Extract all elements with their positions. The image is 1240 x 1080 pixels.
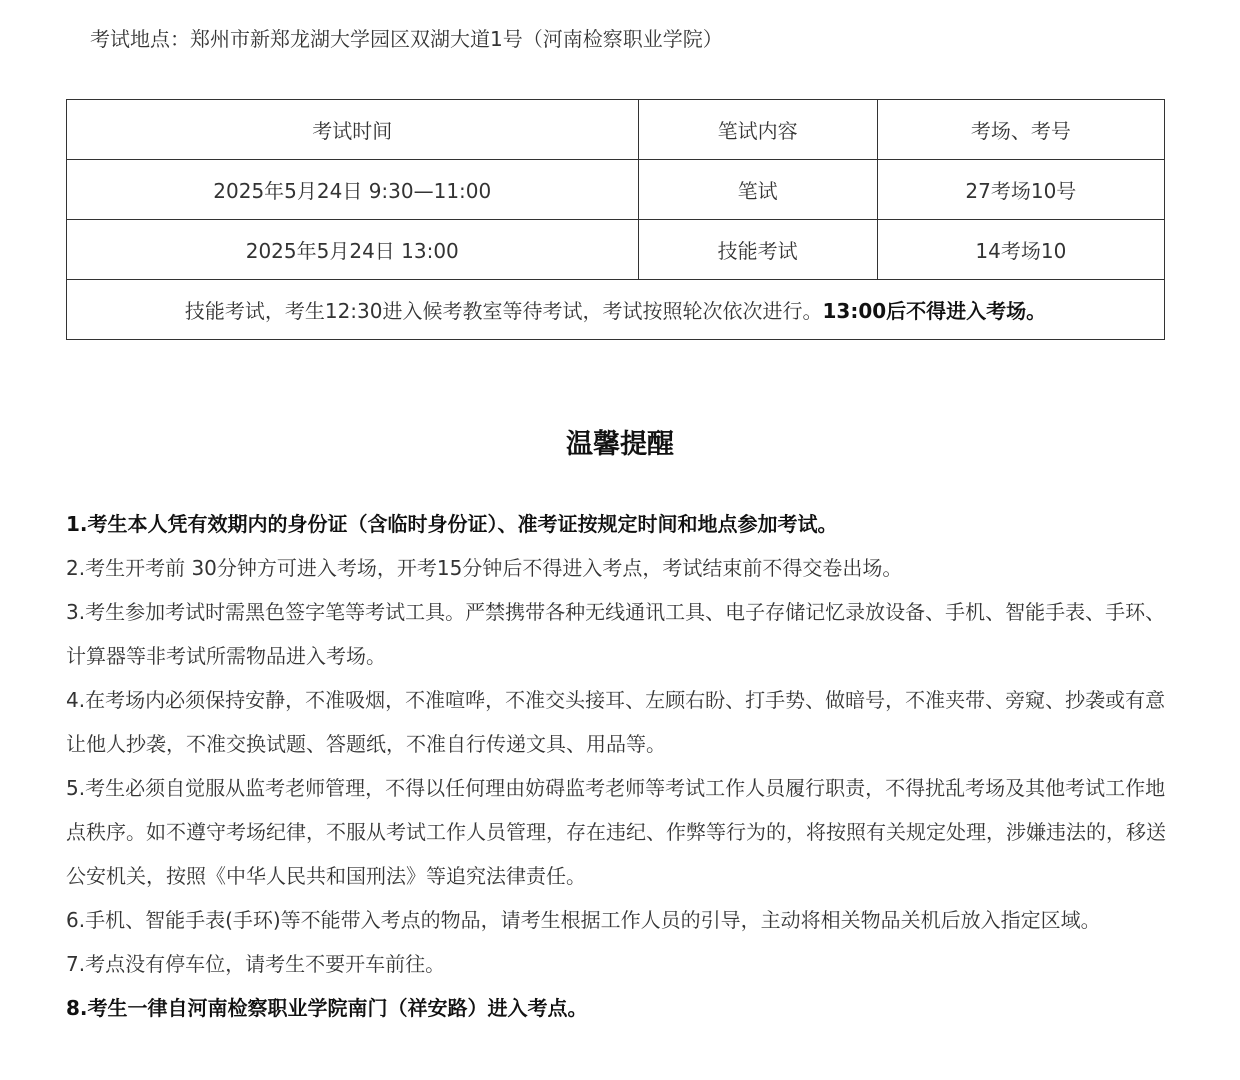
reminder-item: 8.考生一律自河南检察职业学院南门（祥安路）进入考点。 (66, 996, 588, 1020)
header-room-number: 考场、考号 (877, 100, 1164, 160)
reminder-item: 7.考点没有停车位，请考生不要开车前往。 (66, 952, 446, 976)
table-header-row (67, 100, 1165, 160)
reminder-item: 1.考生本人凭有效期内的身份证（含临时身份证）、准考证按规定时间和地点参加考试。 (66, 512, 838, 536)
reminder-list (66, 502, 1166, 1030)
header-exam-time: 考试时间 (67, 100, 639, 160)
reminder-item: 2.考生开考前 30分钟方可进入考场，开考15分钟后不得进入考点，考试结束前不得交卷出场。 (66, 556, 903, 580)
cell-exam-time: 2025年5月24日 9:30—11:00 (67, 160, 639, 220)
cell-room-number: 27考场10号 (877, 160, 1164, 220)
cell-room-number: 14考场10 (877, 220, 1164, 280)
cell-exam-content: 笔试 (638, 160, 877, 220)
table-note (67, 280, 1165, 340)
reminder-item: 6.手机、智能手表(手环)等不能带入考点的物品，请考生根据工作人员的引导，主动将相关物品关机后放入指定区域。 (66, 908, 1101, 932)
reminder-item: 4.在考场内必须保持安静，不准吸烟，不准喧哗，不准交头接耳、左顾右盼、打手势、做暗号，不准夹带、旁窥、抄袭或有意让他人抄袭，不准交换试题、答题纸，不准自行传递文具、用品等。 (66, 688, 1166, 756)
reminder-item: 5.考生必须自觉服从监考老师管理，不得以任何理由妨碍监考老师等考试工作人员履行职责，不得扰乱考场及其他考试工作地点秩序。如不遵守考场纪律，不服从考试工作人员管理，存在违纪、作弊等行为的，将按照有关规定处理，涉嫌违法的，移送公安机关，按照《中华人民共和国刑法》等追究法律责任。 (66, 776, 1166, 888)
cell-exam-time: 2025年5月24日 13:00 (67, 220, 639, 280)
exam-location: 考试地点：郑州市新郑龙湖大学园区双湖大道1号（河南检察职业学院） (90, 27, 723, 51)
reminder-heading: 温馨提醒 (566, 429, 674, 460)
table-note-row (67, 280, 1165, 340)
header-exam-content: 笔试内容 (638, 100, 877, 160)
note-text: 技能考试，考生12:30进入候考教室等待考试，考试按照轮次依次进行。 (184, 299, 823, 323)
cell-exam-content: 技能考试 (638, 220, 877, 280)
table-row (67, 160, 1165, 220)
reminder-item: 3.考生参加考试时需黑色签字笔等考试工具。严禁携带各种无线通讯工具、电子存储记忆录放设备、手机、智能手表、手环、计算器等非考试所需物品进入考场。 (66, 600, 1166, 668)
table-row (67, 220, 1165, 280)
exam-schedule-table (66, 99, 1165, 340)
note-bold-text: 13:00后不得进入考场。 (822, 299, 1047, 323)
